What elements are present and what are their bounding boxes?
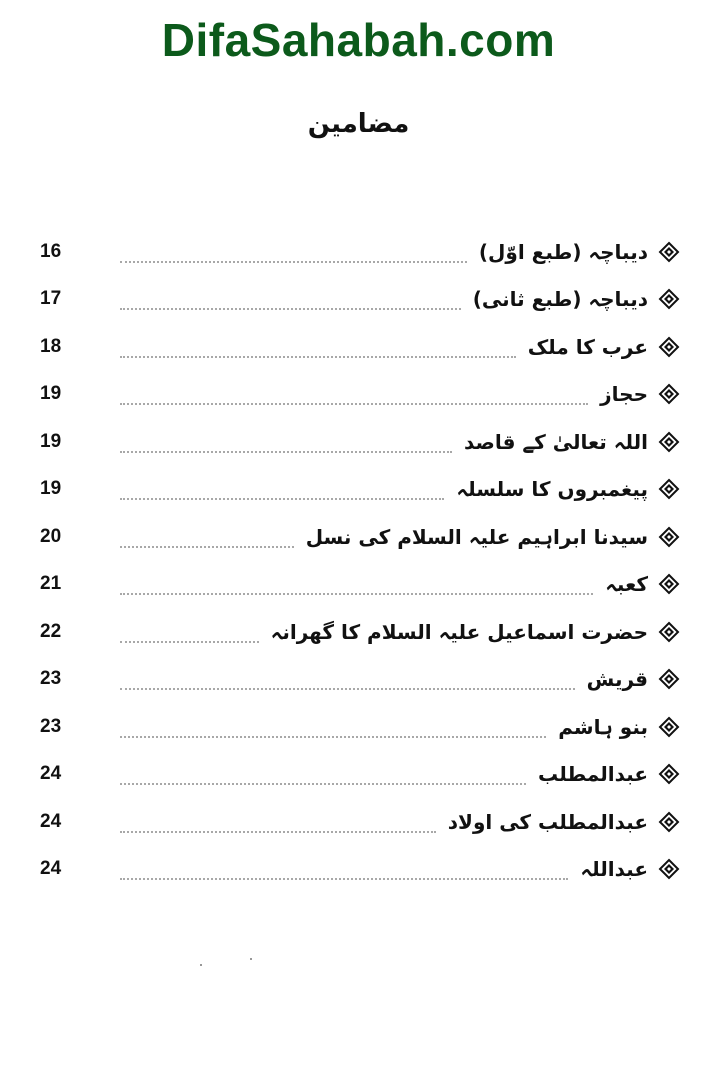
toc-page-number: 23 [40,715,62,737]
toc-row[interactable] [40,608,680,656]
toc-entry-title: دیباچہ (طبع اوّل) [478,239,648,264]
toc-entry-title: پیغمبروں کا سلسلہ [456,477,648,502]
dot-leader [120,439,452,453]
toc-entry-title: حضرت اسماعیل علیہ السلام کا گھرانہ [270,619,648,644]
toc-page-number: 21 [40,573,62,595]
table-of-contents [40,228,680,893]
toc-entry-title: اللہ تعالیٰ کے قاصد [463,429,648,454]
toc-row[interactable] [40,276,680,324]
toc-page-number: 22 [40,620,62,642]
diamond-bullet-icon [658,573,680,595]
toc-row[interactable] [40,751,680,799]
toc-row[interactable] [40,513,680,561]
diamond-bullet-icon [658,431,680,453]
toc-entry-title: عبداللہ [580,857,648,882]
toc-entry-title: عبدالمطلب [538,762,648,787]
toc-page-number: 24 [40,763,62,785]
dot-leader [120,296,461,310]
dot-leader [120,534,294,548]
diamond-bullet-icon [658,288,680,310]
toc-page-number: 16 [40,240,62,262]
diamond-bullet-icon [658,811,680,833]
dot-leader [120,819,436,833]
dot-leader [120,771,526,785]
toc-page-number: 23 [40,668,62,690]
diamond-bullet-icon [658,383,680,405]
toc-page-number: 19 [40,478,62,500]
dot-leader [120,249,467,263]
site-watermark: DifaSahabah.com [161,14,556,66]
toc-row[interactable] [40,418,680,466]
dot-leader [120,724,546,738]
dot-leader [120,676,575,690]
diamond-bullet-icon [658,478,680,500]
toc-row[interactable] [40,656,680,704]
diamond-bullet-icon [658,241,680,263]
toc-entry-title: کعبہ [605,572,648,597]
toc-row[interactable] [40,323,680,371]
toc-page-number: 19 [40,383,62,405]
diamond-bullet-icon [658,763,680,785]
dot-leader [120,344,516,358]
toc-page-number: 17 [40,288,62,310]
toc-row[interactable] [40,846,680,894]
toc-entry-title: حجاز [600,382,648,407]
toc-row[interactable] [40,798,680,846]
toc-page-number: 24 [40,858,62,880]
diamond-bullet-icon [658,336,680,358]
toc-entry-title: بنو ہاشم [558,714,648,739]
toc-row[interactable] [40,561,680,609]
toc-row[interactable] [40,703,680,751]
diamond-bullet-icon [658,668,680,690]
dot-leader [120,486,444,500]
dot-leader [120,581,593,595]
toc-entry-title: قریش [586,667,648,692]
diamond-bullet-icon [658,716,680,738]
dot-leader [120,391,588,405]
toc-row[interactable] [40,228,680,276]
toc-entry-title: عبدالمطلب کی اولاد [447,809,648,834]
toc-entry-title: دیباچہ (طبع ثانی) [472,287,648,312]
toc-row[interactable] [40,466,680,514]
toc-page-number: 20 [40,525,62,547]
toc-row[interactable] [40,371,680,419]
toc-page-number: 18 [40,335,62,357]
diamond-bullet-icon [658,526,680,548]
page-title: مضامین [307,109,410,139]
diamond-bullet-icon [658,621,680,643]
toc-entry-title: عرب کا ملک [527,334,648,359]
toc-entry-title: سیدنا ابراہیم علیہ السلام کی نسل [305,524,648,549]
toc-page-number: 19 [40,430,62,452]
dot-leader [120,629,259,643]
diamond-bullet-icon [658,858,680,880]
dot-leader [120,866,568,880]
toc-page-number: 24 [40,810,62,832]
speck [200,964,202,966]
speck [250,958,252,960]
